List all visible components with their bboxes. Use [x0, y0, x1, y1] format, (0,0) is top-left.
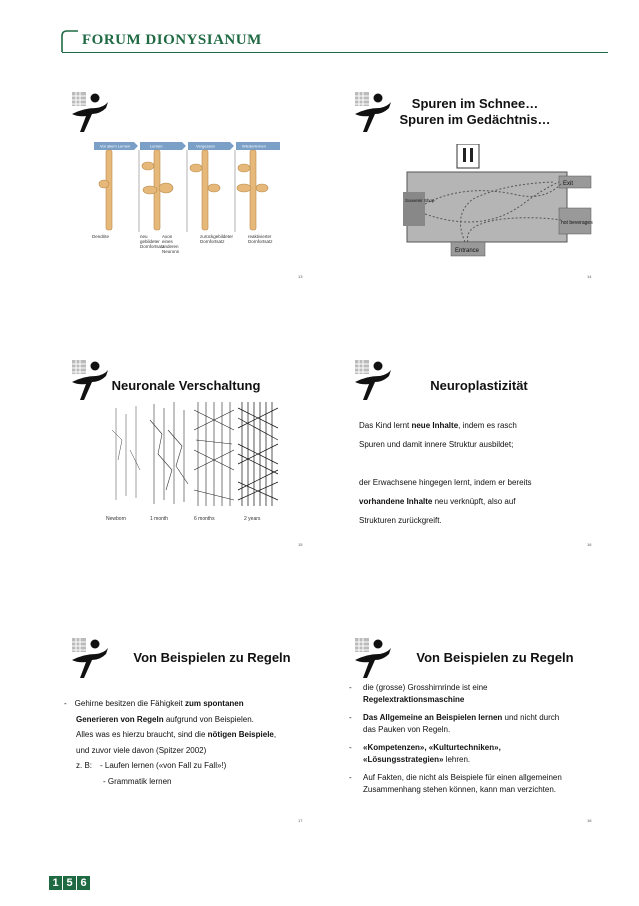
caption: zurückgebildeter Dornfortsatz: [200, 234, 234, 244]
slide-18: [345, 634, 605, 834]
caption: reaktivierter Dornfortsatz: [248, 234, 273, 244]
page-header: [52, 30, 608, 54]
map-label-hot: hot beverages: [561, 220, 593, 226]
slide-body: - die (grosse) Grosshirnrinde ist eine Regelextraktionsmaschine - Das Allgemeine an Beispielen lernen und nicht durch das Pauken von Regeln. - «Kompetenzen», «Kulturtechniken», «Lösungsstrategien» lehren. - Auf Fakten, die nicht als Beispiele für einen allgemeinen Zusammenhang stehen können, kann man verzichten.: [349, 683, 562, 794]
slide-title: Von Beispielen zu Regeln: [133, 650, 291, 665]
caption: 6 months: [194, 516, 215, 522]
stage-label: Vergessen: [196, 143, 215, 149]
page-digit: 1: [49, 876, 62, 890]
stage-label: Wiederlernen: [242, 143, 266, 149]
slide-title: Spuren im Schnee… Spuren im Gedächtnis…: [399, 96, 551, 127]
slide-13: [62, 88, 322, 288]
map-label-entrance: Entrance: [455, 248, 480, 254]
caption: 2 years: [244, 516, 261, 522]
slide-title: Neuronale Verschaltung: [111, 378, 261, 393]
slide-title: Von Beispielen zu Regeln: [416, 650, 574, 665]
caption: Newborn: [106, 516, 127, 522]
slide-14: [345, 88, 605, 288]
caption: Axon eines anderen Neurons: [162, 234, 180, 254]
map-label-exit: Exit: [563, 181, 574, 187]
slide-number: 16: [587, 542, 592, 547]
caption: Dendrite: [92, 234, 110, 239]
logo-icon: [70, 638, 110, 680]
slide-17: [62, 634, 322, 834]
page-digit: 5: [63, 876, 76, 890]
dendrite-diagram: [94, 138, 284, 238]
caption: 1 month: [150, 516, 169, 522]
slide-number: 18: [587, 818, 592, 823]
stage-label: Vor allem Lernen: [100, 143, 131, 149]
caption: neu gebildeter Dornfortsatz: [140, 234, 165, 249]
slide-number: 15: [298, 542, 303, 547]
slide-15: [62, 356, 322, 556]
slide-body: - Gehirne besitzen die Fähigkeit zum spontanen Generieren von Regeln aufgrund von Beispielen. Alles was es hierzu braucht, sind die nötigen Beispiele, und zuvor viele davon (Spitzer 2002) z. B: - Laufen lernen («von Fall zu Fall»!) - Grammatik lernen: [64, 699, 277, 786]
map-label-souvenir: Souvenir Shop: [405, 198, 435, 203]
page-digit: 6: [77, 876, 90, 890]
slide-number: 17: [298, 818, 303, 823]
header-title: FORUM DIONYSIANUM: [82, 32, 262, 48]
slide-number: 14: [587, 274, 592, 279]
slide-number: 13: [298, 274, 303, 279]
slide-title: Neuroplastizität: [430, 378, 528, 393]
page-number: [49, 873, 91, 891]
slide-body: Das Kind lernt neue Inhalte, indem es rasch Spuren und damit innere Struktur ausbildet; der Erwachsene hingegen lernt, indem er bereits vorhandene Inhalte neu verknüpft, also auf Strukturen zurückgreift.: [359, 421, 532, 525]
snow-tracks-map: [403, 144, 593, 264]
logo-icon: [353, 92, 393, 134]
logo-icon: [353, 360, 393, 402]
logo-icon: [353, 638, 393, 680]
logo-icon: [70, 360, 110, 402]
neuron-growth-illustration: [102, 400, 282, 518]
logo-icon: [70, 92, 110, 134]
slide-16: [345, 356, 605, 556]
stage-label: Lernen: [150, 143, 163, 149]
